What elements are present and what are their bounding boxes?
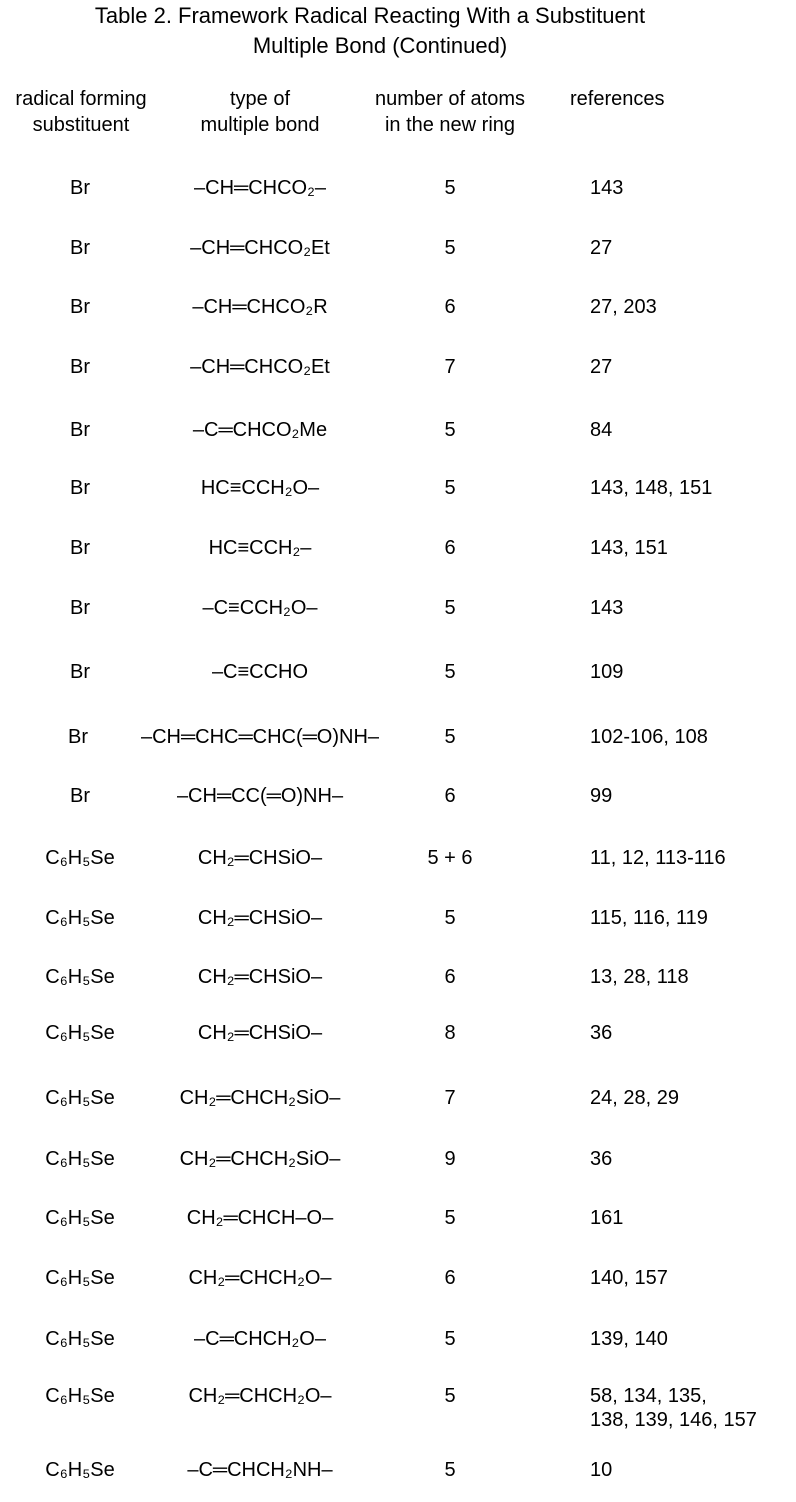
references-cell: 115, 116, 119 [590, 907, 708, 929]
table-row [0, 418, 796, 462]
table-row [0, 1021, 796, 1065]
references-cell: 99 [590, 785, 613, 807]
bond-type-cell: –C═CHCH₂O– [194, 1328, 326, 1350]
ring-size-cell: 6 [444, 785, 456, 807]
table-row [0, 1206, 796, 1250]
table-row [0, 1086, 796, 1130]
ring-size-cell: 5 [444, 419, 456, 441]
bond-type-cell: –C≡CCH₂O– [202, 597, 318, 619]
substituent-cell: C₆H₅Se [45, 1148, 115, 1170]
references-cell: 143, 151 [590, 537, 668, 559]
table-row [0, 1147, 796, 1191]
references-cell: 109 [590, 661, 624, 683]
bond-type-cell: CH₂═CHSiO– [197, 847, 323, 869]
bond-type-cell: HC≡CCH₂O– [200, 477, 320, 499]
table-row [0, 1384, 796, 1431]
references-cell: 161 [590, 1207, 624, 1229]
substituent-cell: Br [70, 477, 90, 499]
table-row [0, 660, 796, 704]
bond-type-cell: –C═CHCH₂NH– [187, 1459, 333, 1481]
references-cell: 84 [590, 419, 613, 441]
ring-size-cell: 5 [444, 1207, 456, 1229]
table-row [0, 906, 796, 950]
table-row [0, 784, 796, 828]
bond-type-cell: –CH═CHCO₂Et [190, 237, 330, 259]
table-row [0, 295, 796, 339]
ring-size-cell: 7 [444, 1087, 456, 1109]
references-cell: 27 [590, 356, 613, 378]
references-cell: 58, 134, 135, [590, 1385, 707, 1407]
ring-size-cell: 5 [444, 597, 456, 619]
ring-size-cell: 6 [444, 296, 456, 318]
substituent-cell: Br [70, 237, 90, 259]
ring-size-cell: 6 [444, 1267, 456, 1289]
bond-type-cell: –CH═CHCO₂R [192, 296, 328, 318]
ring-size-cell: 9 [444, 1148, 456, 1170]
bond-type-cell: –C≡CCHO [211, 661, 309, 683]
table-row [0, 846, 796, 890]
references-cell: 13, 28, 118 [590, 966, 689, 988]
table-row [0, 536, 796, 580]
table-title: Table 2. Framework Radical Reacting With a Substituent [94, 3, 646, 28]
table-row [0, 236, 796, 280]
references-cell: 36 [590, 1022, 613, 1044]
ring-size-cell: 8 [444, 1022, 456, 1044]
ring-size-cell: 5 [444, 1385, 456, 1407]
substituent-cell: C₆H₅Se [45, 966, 115, 988]
substituent-cell: Br [70, 296, 90, 318]
substituent-cell: C₆H₅Se [45, 1022, 115, 1044]
table-title-continued: Multiple Bond (Continued) [252, 33, 508, 58]
substituent-cell: C₆H₅Se [45, 1459, 115, 1481]
substituent-cell: C₆H₅Se [45, 1087, 115, 1109]
substituent-cell: Br [68, 726, 88, 748]
substituent-cell: Br [70, 177, 90, 199]
bond-type-cell: –CH═CHCO₂Et [190, 356, 330, 378]
table-row [0, 725, 796, 769]
references-cell: 140, 157 [590, 1267, 668, 1289]
references-cell: 27 [590, 237, 613, 259]
substituent-cell: Br [70, 419, 90, 441]
references-cell-continued: 138, 139, 146, 157 [590, 1409, 757, 1431]
ring-size-cell: 6 [444, 966, 456, 988]
references-cell: 143, 148, 151 [590, 477, 713, 499]
references-cell: 36 [590, 1148, 613, 1170]
substituent-cell: Br [70, 356, 90, 378]
bond-type-cell: CH₂═CHCH₂SiO– [179, 1087, 341, 1109]
references-cell: 27, 203 [590, 296, 657, 318]
ring-size-cell: 5 + 6 [427, 847, 473, 869]
table-row [0, 1458, 796, 1502]
table-row [0, 965, 796, 1009]
ring-size-cell: 6 [444, 537, 456, 559]
substituent-cell: C₆H₅Se [45, 1328, 115, 1350]
references-cell: 10 [590, 1459, 613, 1481]
references-cell: 11, 12, 113-116 [590, 847, 726, 869]
ring-size-cell: 5 [444, 1459, 456, 1481]
bond-type-cell: –CH═CC(═O)NH– [176, 785, 344, 807]
table-row [0, 476, 796, 520]
substituent-cell: C₆H₅Se [45, 907, 115, 929]
header-substituent: radical forming substituent [15, 88, 147, 136]
ring-size-cell: 7 [444, 356, 456, 378]
bond-type-cell: CH₂═CHCH₂SiO– [179, 1148, 341, 1170]
substituent-cell: C₆H₅Se [45, 1385, 115, 1407]
bond-type-cell: –C═CHCO₂Me [192, 419, 328, 441]
bond-type-cell: CH₂═CHSiO– [197, 907, 323, 929]
bond-type-cell: CH₂═CHCH₂O– [188, 1385, 332, 1407]
table-row [0, 596, 796, 640]
ring-size-cell: 5 [444, 237, 456, 259]
bond-type-cell: CH₂═CHSiO– [197, 1022, 323, 1044]
table-row [0, 1327, 796, 1371]
substituent-cell: C₆H₅Se [45, 1267, 115, 1289]
references-cell: 143 [590, 597, 624, 619]
bond-type-cell: –CH═CHC═CHC(═O)NH– [140, 726, 380, 748]
header-bond-type: type of multiple bond [200, 88, 320, 136]
bond-type-cell: CH₂═CHSiO– [197, 966, 323, 988]
substituent-cell: Br [70, 785, 90, 807]
bond-type-cell: CH₂═CHCH₂O– [188, 1267, 332, 1289]
header-ring-size: number of atoms in the new ring [374, 88, 526, 136]
ring-size-cell: 5 [444, 726, 456, 748]
references-cell: 139, 140 [590, 1328, 668, 1350]
substituent-cell: Br [70, 661, 90, 683]
substituent-cell: C₆H₅Se [45, 847, 115, 869]
ring-size-cell: 5 [444, 1328, 456, 1350]
substituent-cell: C₆H₅Se [45, 1207, 115, 1229]
references-cell: 143 [590, 177, 624, 199]
table-row [0, 176, 796, 220]
ring-size-cell: 5 [444, 661, 456, 683]
ring-size-cell: 5 [444, 477, 456, 499]
table-row [0, 1266, 796, 1310]
bond-type-cell: CH₂═CHCH–O– [186, 1207, 334, 1229]
ring-size-cell: 5 [444, 907, 456, 929]
bond-type-cell: –CH═CHCO₂– [194, 177, 326, 199]
ring-size-cell: 5 [444, 177, 456, 199]
substituent-cell: Br [70, 537, 90, 559]
header-references: references [570, 88, 665, 110]
references-cell: 102-106, 108 [590, 726, 708, 748]
references-cell: 24, 28, 29 [590, 1087, 679, 1109]
table-row [0, 355, 796, 399]
substituent-cell: Br [70, 597, 90, 619]
bond-type-cell: HC≡CCH₂– [208, 537, 312, 559]
